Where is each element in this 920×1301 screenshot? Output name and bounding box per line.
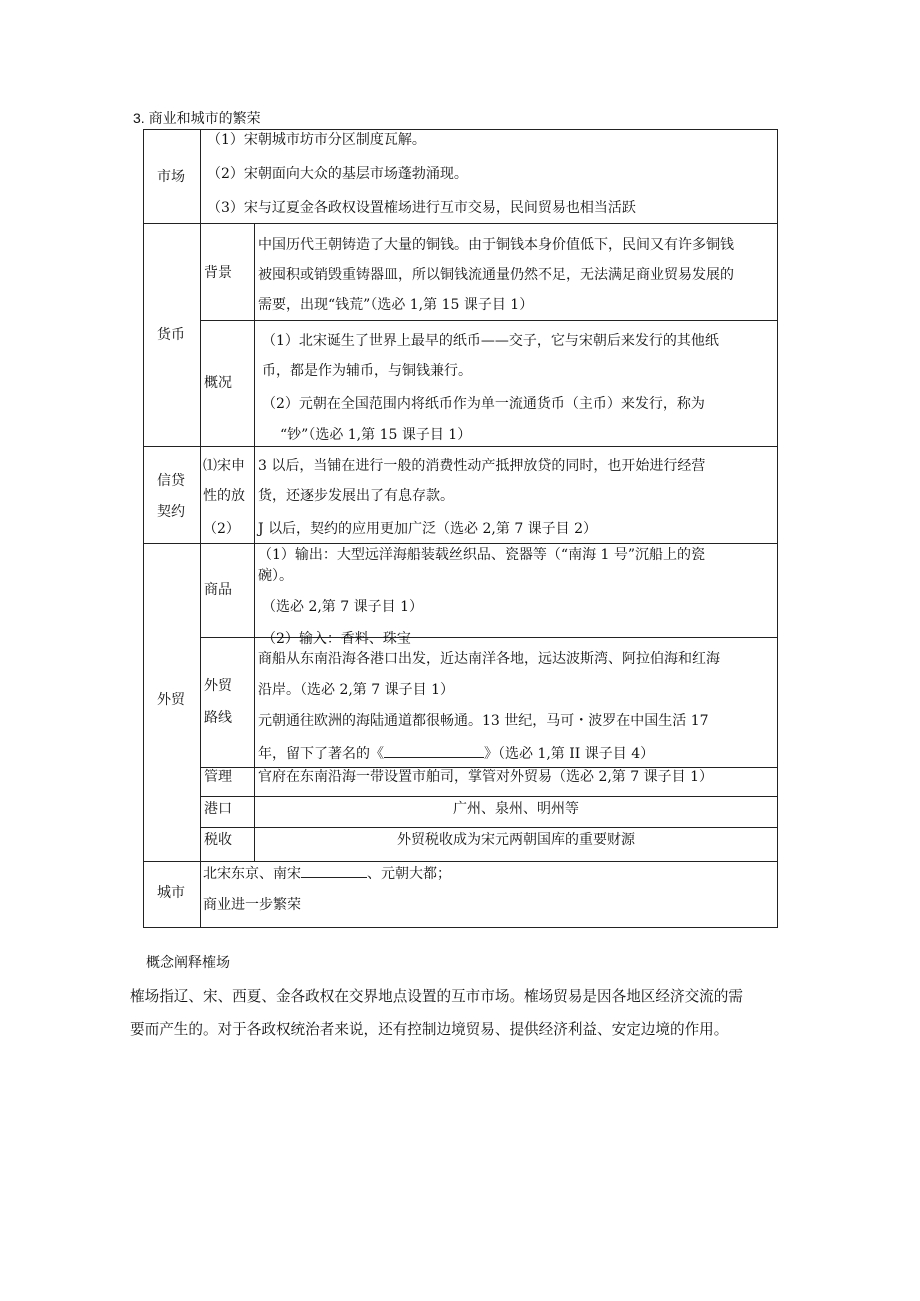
market-item-1: （1）宋朝城市坊市分区制度瓦解。 (207, 132, 426, 148)
concept-heading: 概念阐释榷场 (146, 955, 230, 971)
credit-label-line-1: 信贷 (157, 473, 185, 489)
routes-label-line-2: 路线 (204, 710, 232, 726)
goods-line-2: 碗）。 (258, 568, 293, 584)
foreign-trade-label: 外贸 (157, 692, 185, 708)
tax-text: 外贸税收成为宋元两朝国库的重要财源 (397, 832, 635, 848)
section-title: 3. 商业和城市的繁荣 (133, 110, 261, 126)
currency-overview-line-1: （1）北宋诞生了世界上最早的纸币——交子，它与宋朝后来发行的其他纸 (262, 333, 719, 349)
routes-line-2: 沿岸。（选必 2,第 7 课子目 1） (258, 682, 454, 698)
concept-line-2: 要而产生的。对于各政权统治者来说，还有控制边境贸易、提供经济利益、安定边境的作用。 (130, 1021, 729, 1038)
city-label: 城市 (157, 885, 185, 901)
management-label: 管理 (204, 769, 232, 785)
currency-overview-line-3: （2）元朝在全国范围内将纸币作为单一流通货币（主币）来发行，称为 (262, 396, 705, 412)
credit-label-line-2: 契约 (157, 504, 185, 520)
credit-line-1: 3 以后，当铺在进行一般的消费性动产抵押放贷的同时，也开始进行经营 (258, 458, 706, 474)
currency-label: 货币 (157, 327, 185, 343)
credit-sub-line-1: ⑴宋申 (203, 458, 245, 474)
goods-line-1: （1）输出：大型远洋海船装载丝织品、瓷器等（“南海 1 号”沉船上的瓷 (258, 547, 706, 563)
routes-line-3: 元朝通往欧洲的海陆通道都很畅通。13 世纪，马可・波罗在中国生活 17 (258, 713, 709, 729)
management-text: 官府在东南沿海一带设置市舶司，掌管对外贸易（选必 2,第 7 课子目 1） (258, 769, 713, 785)
tax-label: 税收 (204, 832, 232, 848)
currency-overview-label: 概况 (204, 375, 232, 391)
currency-background-line-3: 需要，出现“钱荒”（选必 1,第 15 课子目 1） (258, 297, 534, 313)
currency-background-label: 背景 (204, 265, 232, 281)
credit-line-2: 货，还逐步发展出了有息存款。 (258, 488, 454, 504)
currency-overview-line-2: 币，都是作为辅币，与铜钱兼行。 (262, 363, 472, 379)
city-line-1-a: 北宋东京、南宋 (203, 866, 301, 882)
city-line-2: 商业进一步繁荣 (203, 897, 301, 913)
routes-line-4-b: 》（选必 1,第 II 课子目 4） (484, 746, 655, 762)
goods-line-4-clip (258, 631, 498, 647)
credit-sub-line-2: 性的放 (203, 488, 245, 504)
goods-label: 商品 (204, 582, 232, 598)
city-line-1-b: 、元朝大都； (367, 866, 451, 882)
credit-line-3: J 以后，契约的应用更加广泛（选必 2,第 7 课子目 2） (258, 521, 598, 537)
concept-line-1: 榷场指辽、宋、西夏、金各政权在交界地点设置的互市市场。榷场贸易是因各地区经济交流的需 (130, 988, 743, 1005)
currency-overview-line-4: “钞”（选必 1,第 15 课子目 1） (280, 427, 472, 443)
goods-line-4: （2）输入：香料、珠宝 (262, 631, 411, 647)
routes-line-4-a: 年，留下了著名的《 (258, 746, 384, 762)
routes-label-line-1: 外贸 (204, 678, 232, 694)
credit-sub-line-3: （2） (203, 521, 240, 537)
goods-line-3: （选必 2,第 7 课子目 1） (262, 599, 423, 615)
city-line-1 (203, 865, 451, 881)
currency-background-line-2: 被囤积或销毁重铸器皿，所以铜钱流通量仍然不足，无法满足商业贸易发展的 (258, 267, 734, 283)
market-item-3: （3）宋与辽夏金各政权设置榷场进行互市交易，民间贸易也相当活跃 (207, 200, 636, 216)
ports-text: 广州、泉州、明州等 (453, 801, 579, 817)
southern-song-capital-blank (301, 865, 367, 878)
market-item-2: （2）宋朝面向大众的基层市场蓬勃涌现。 (207, 166, 468, 182)
currency-background-line-1: 中国历代王朝铸造了大量的铜钱。由于铜钱本身价值低下，民间又有许多铜钱 (258, 237, 734, 253)
routes-line-1: 商船从东南沿海各港口出发，近达南洋各地，远达波斯湾、阿拉伯海和红海 (258, 651, 720, 667)
routes-line-4 (258, 745, 654, 761)
ports-label: 港口 (204, 801, 232, 817)
book-title-blank (384, 745, 484, 758)
market-label: 市场 (157, 169, 185, 185)
